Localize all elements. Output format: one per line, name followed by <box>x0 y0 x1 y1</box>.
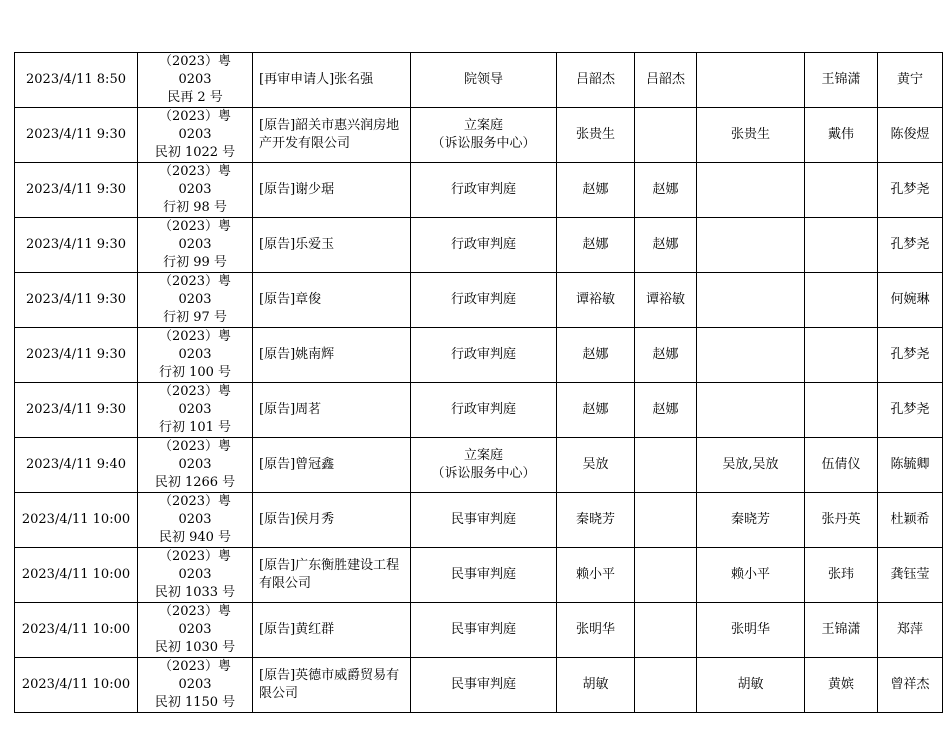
case-number-cell <box>138 603 253 658</box>
clerk-name: 陈俊煜 <box>890 127 930 142</box>
party-cell <box>253 108 411 163</box>
panel-cell <box>697 53 805 108</box>
judge-name: 张明华 <box>575 622 615 637</box>
judge-cell <box>557 493 635 548</box>
presiding-cell <box>635 548 697 603</box>
party-name: [原告]周茗 <box>259 402 322 417</box>
department-cell <box>411 218 557 273</box>
clerk-name: 陈毓卿 <box>890 457 930 472</box>
department-line1: 民事审判庭 <box>450 622 516 637</box>
party-cell <box>253 603 411 658</box>
clerk-name: 黄宁 <box>896 72 923 87</box>
judge-cell <box>557 383 635 438</box>
department-line1: 行政审判庭 <box>450 402 516 417</box>
department-cell <box>411 658 557 713</box>
panel-names: 张贵生 <box>730 127 770 142</box>
judge-name: 谭裕敏 <box>575 292 615 307</box>
judge-cell <box>557 273 635 328</box>
hearing-time-cell <box>15 383 138 438</box>
presiding-cell <box>635 218 697 273</box>
clerk-cell <box>878 218 943 273</box>
hearing-time-cell <box>15 163 138 218</box>
case-number-line1: （2023）粤 0203 <box>158 439 232 472</box>
department-cell <box>411 53 557 108</box>
department-cell <box>411 493 557 548</box>
judge-cell <box>557 218 635 273</box>
judge-name: 胡敏 <box>582 677 609 692</box>
presiding-cell <box>635 658 697 713</box>
department-cell <box>411 383 557 438</box>
table-row <box>15 438 943 493</box>
hearing-time-cell <box>15 658 138 713</box>
presiding-cell <box>635 383 697 438</box>
clerk-name: 曾祥杰 <box>890 677 930 692</box>
hearing-time-cell <box>15 218 138 273</box>
clerk-cell <box>878 328 943 383</box>
clerk-cell <box>878 163 943 218</box>
assistant-cell <box>805 163 878 218</box>
hearing-time: 2023/4/11 8:50 <box>26 72 126 87</box>
case-number-cell <box>138 438 253 493</box>
case-number-line2: 行初 99 号 <box>163 255 227 270</box>
judge-cell <box>557 328 635 383</box>
judge-cell <box>557 163 635 218</box>
presiding-name: 谭裕敏 <box>645 292 685 307</box>
table-row <box>15 218 943 273</box>
case-number-line2: 民初 1030 号 <box>154 640 236 655</box>
judge-name: 张贵生 <box>575 127 615 142</box>
table-row <box>15 163 943 218</box>
presiding-cell <box>635 328 697 383</box>
presiding-cell <box>635 53 697 108</box>
hearing-time: 2023/4/11 9:30 <box>26 127 126 142</box>
assistant-cell <box>805 273 878 328</box>
table-row <box>15 493 943 548</box>
party-cell <box>253 383 411 438</box>
case-number-line1: （2023）粤 0203 <box>158 219 232 252</box>
panel-cell <box>697 163 805 218</box>
judge-name: 赖小平 <box>575 567 615 582</box>
panel-cell <box>697 328 805 383</box>
assistant-cell <box>805 658 878 713</box>
clerk-cell <box>878 493 943 548</box>
presiding-cell <box>635 273 697 328</box>
party-name: [原告]乐爱玉 <box>259 237 335 252</box>
case-number-line2: 民再 2 号 <box>167 90 223 105</box>
judge-cell <box>557 548 635 603</box>
department-line1: 行政审判庭 <box>450 292 516 307</box>
case-number-cell <box>138 53 253 108</box>
department-line1: 行政审判庭 <box>450 182 516 197</box>
hearing-time-cell <box>15 438 138 493</box>
case-number-line1: （2023）粤 0203 <box>158 384 232 417</box>
department-line1: 民事审判庭 <box>450 512 516 527</box>
case-number-cell <box>138 493 253 548</box>
table-row <box>15 53 943 108</box>
panel-names: 吴放,吴放 <box>722 457 779 472</box>
assistant-cell <box>805 548 878 603</box>
hearing-time: 2023/4/11 9:30 <box>26 237 126 252</box>
case-number-line1: （2023）粤 0203 <box>158 274 232 307</box>
case-number-line1: （2023）粤 0203 <box>158 659 232 692</box>
department-line1: 立案庭 <box>463 448 503 463</box>
party-cell <box>253 493 411 548</box>
case-number-line2: 行初 100 号 <box>158 365 232 380</box>
presiding-cell <box>635 603 697 658</box>
judge-name: 秦晓芳 <box>575 512 615 527</box>
table-row <box>15 603 943 658</box>
presiding-cell <box>635 493 697 548</box>
hearing-time: 2023/4/11 10:00 <box>21 622 131 637</box>
clerk-name: 孔梦尧 <box>890 347 930 362</box>
presiding-name: 吕韶杰 <box>645 72 685 87</box>
presiding-name: 赵娜 <box>652 237 679 252</box>
hearing-schedule-table <box>14 52 943 713</box>
clerk-cell <box>878 658 943 713</box>
case-number-line2: 民初 1150 号 <box>154 695 236 710</box>
hearing-time-cell <box>15 53 138 108</box>
clerk-cell <box>878 273 943 328</box>
department-cell <box>411 328 557 383</box>
department-line1: 立案庭 <box>463 118 503 133</box>
panel-cell <box>697 383 805 438</box>
panel-cell <box>697 218 805 273</box>
case-number-line1: （2023）粤 0203 <box>158 549 232 582</box>
assistant-cell <box>805 438 878 493</box>
case-number-cell <box>138 383 253 438</box>
hearing-time: 2023/4/11 9:30 <box>26 292 126 307</box>
clerk-name: 龚钰莹 <box>890 567 930 582</box>
hearing-time: 2023/4/11 10:00 <box>21 677 131 692</box>
party-cell <box>253 53 411 108</box>
case-number-line1: （2023）粤 0203 <box>158 329 232 362</box>
case-number-line1: （2023）粤 0203 <box>158 494 232 527</box>
party-cell <box>253 548 411 603</box>
party-cell <box>253 273 411 328</box>
department-cell <box>411 603 557 658</box>
clerk-name: 孔梦尧 <box>890 237 930 252</box>
judge-name: 赵娜 <box>582 237 609 252</box>
panel-cell <box>697 658 805 713</box>
assistant-cell <box>805 383 878 438</box>
presiding-cell <box>635 163 697 218</box>
table-row <box>15 383 943 438</box>
party-cell <box>253 163 411 218</box>
assistant-name: 王锦潇 <box>821 72 861 87</box>
table-row <box>15 108 943 163</box>
party-name: [原告]英德市威爵贸易有限公司 <box>259 668 400 701</box>
party-name: [原告]广东衡胜建设工程有限公司 <box>259 558 400 591</box>
case-number-line2: 民初 1022 号 <box>154 145 236 160</box>
clerk-name: 孔梦尧 <box>890 182 930 197</box>
panel-names: 张明华 <box>730 622 770 637</box>
assistant-cell <box>805 603 878 658</box>
department-cell <box>411 438 557 493</box>
presiding-cell <box>635 438 697 493</box>
case-number-line1: （2023）粤 0203 <box>158 164 232 197</box>
judge-name: 赵娜 <box>582 347 609 362</box>
hearing-time: 2023/4/11 10:00 <box>21 567 131 582</box>
department-line2: （诉讼服务中心） <box>431 466 536 481</box>
panel-cell <box>697 493 805 548</box>
case-number-cell <box>138 108 253 163</box>
table-row <box>15 273 943 328</box>
clerk-cell <box>878 438 943 493</box>
case-number-line2: 行初 98 号 <box>163 200 227 215</box>
judge-cell <box>557 108 635 163</box>
hearing-time-cell <box>15 108 138 163</box>
party-cell <box>253 438 411 493</box>
judge-name: 吕韶杰 <box>575 72 615 87</box>
department-line1: 行政审判庭 <box>450 237 516 252</box>
clerk-cell <box>878 548 943 603</box>
panel-names: 秦晓芳 <box>730 512 770 527</box>
assistant-cell <box>805 53 878 108</box>
party-name: [原告]姚南辉 <box>259 347 335 362</box>
assistant-name: 戴伟 <box>827 127 854 142</box>
case-number-cell <box>138 218 253 273</box>
case-number-cell <box>138 548 253 603</box>
party-name: [原告]曾冠鑫 <box>259 457 335 472</box>
party-cell <box>253 658 411 713</box>
party-name: [再审申请人]张名强 <box>259 72 374 87</box>
hearing-time: 2023/4/11 9:40 <box>26 457 126 472</box>
presiding-name: 赵娜 <box>652 402 679 417</box>
assistant-cell <box>805 328 878 383</box>
hearing-time-cell <box>15 603 138 658</box>
case-number-line2: 民初 940 号 <box>158 530 232 545</box>
panel-cell <box>697 438 805 493</box>
party-cell <box>253 218 411 273</box>
clerk-cell <box>878 108 943 163</box>
clerk-cell <box>878 53 943 108</box>
case-number-line2: 民初 1033 号 <box>154 585 236 600</box>
panel-cell <box>697 273 805 328</box>
department-line1: 院领导 <box>463 72 503 87</box>
hearing-time: 2023/4/11 9:30 <box>26 347 126 362</box>
judge-cell <box>557 53 635 108</box>
hearing-time: 2023/4/11 9:30 <box>26 402 126 417</box>
assistant-cell <box>805 108 878 163</box>
panel-cell <box>697 108 805 163</box>
case-number-cell <box>138 658 253 713</box>
case-number-line2: 行初 101 号 <box>158 420 232 435</box>
panel-names: 赖小平 <box>730 567 770 582</box>
assistant-name: 黄嫔 <box>827 677 854 692</box>
case-number-cell <box>138 273 253 328</box>
clerk-name: 郑萍 <box>896 622 923 637</box>
presiding-cell <box>635 108 697 163</box>
clerk-name: 何婉琳 <box>890 292 930 307</box>
assistant-name: 张玮 <box>827 567 854 582</box>
party-name: [原告]韶关市惠兴润房地产开发有限公司 <box>259 118 400 151</box>
table-row <box>15 658 943 713</box>
panel-names: 胡敏 <box>737 677 764 692</box>
party-cell <box>253 328 411 383</box>
case-number-line1: （2023）粤 0203 <box>158 109 232 142</box>
judge-name: 吴放 <box>582 457 609 472</box>
party-name: [原告]谢少琚 <box>259 182 335 197</box>
panel-cell <box>697 548 805 603</box>
hearing-time-cell <box>15 328 138 383</box>
hearing-time-cell <box>15 273 138 328</box>
clerk-name: 杜颖希 <box>890 512 930 527</box>
table-row <box>15 328 943 383</box>
department-line1: 民事审判庭 <box>450 677 516 692</box>
assistant-cell <box>805 218 878 273</box>
panel-cell <box>697 603 805 658</box>
department-cell <box>411 548 557 603</box>
judge-cell <box>557 658 635 713</box>
case-number-line2: 行初 97 号 <box>163 310 227 325</box>
judge-name: 赵娜 <box>582 402 609 417</box>
case-number-line1: （2023）粤 0203 <box>158 604 232 637</box>
party-name: [原告]黄红群 <box>259 622 335 637</box>
presiding-name: 赵娜 <box>652 182 679 197</box>
schedule-body <box>15 53 943 713</box>
judge-cell <box>557 603 635 658</box>
clerk-cell <box>878 603 943 658</box>
hearing-time-cell <box>15 548 138 603</box>
assistant-name: 王锦潇 <box>821 622 861 637</box>
hearing-time: 2023/4/11 9:30 <box>26 182 126 197</box>
department-line1: 民事审判庭 <box>450 567 516 582</box>
department-line2: （诉讼服务中心） <box>431 136 536 151</box>
presiding-name: 赵娜 <box>652 347 679 362</box>
judge-name: 赵娜 <box>582 182 609 197</box>
department-line1: 行政审判庭 <box>450 347 516 362</box>
assistant-name: 伍倩仪 <box>821 457 861 472</box>
department-cell <box>411 273 557 328</box>
case-number-cell <box>138 328 253 383</box>
case-number-line2: 民初 1266 号 <box>154 475 236 490</box>
case-number-cell <box>138 163 253 218</box>
judge-cell <box>557 438 635 493</box>
clerk-name: 孔梦尧 <box>890 402 930 417</box>
party-name: [原告]侯月秀 <box>259 512 335 527</box>
table-row <box>15 548 943 603</box>
hearing-time-cell <box>15 493 138 548</box>
assistant-cell <box>805 493 878 548</box>
department-cell <box>411 163 557 218</box>
department-cell <box>411 108 557 163</box>
party-name: [原告]章俊 <box>259 292 322 307</box>
case-number-line1: （2023）粤 0203 <box>158 54 232 87</box>
hearing-time: 2023/4/11 10:00 <box>21 512 131 527</box>
clerk-cell <box>878 383 943 438</box>
assistant-name: 张丹英 <box>821 512 861 527</box>
